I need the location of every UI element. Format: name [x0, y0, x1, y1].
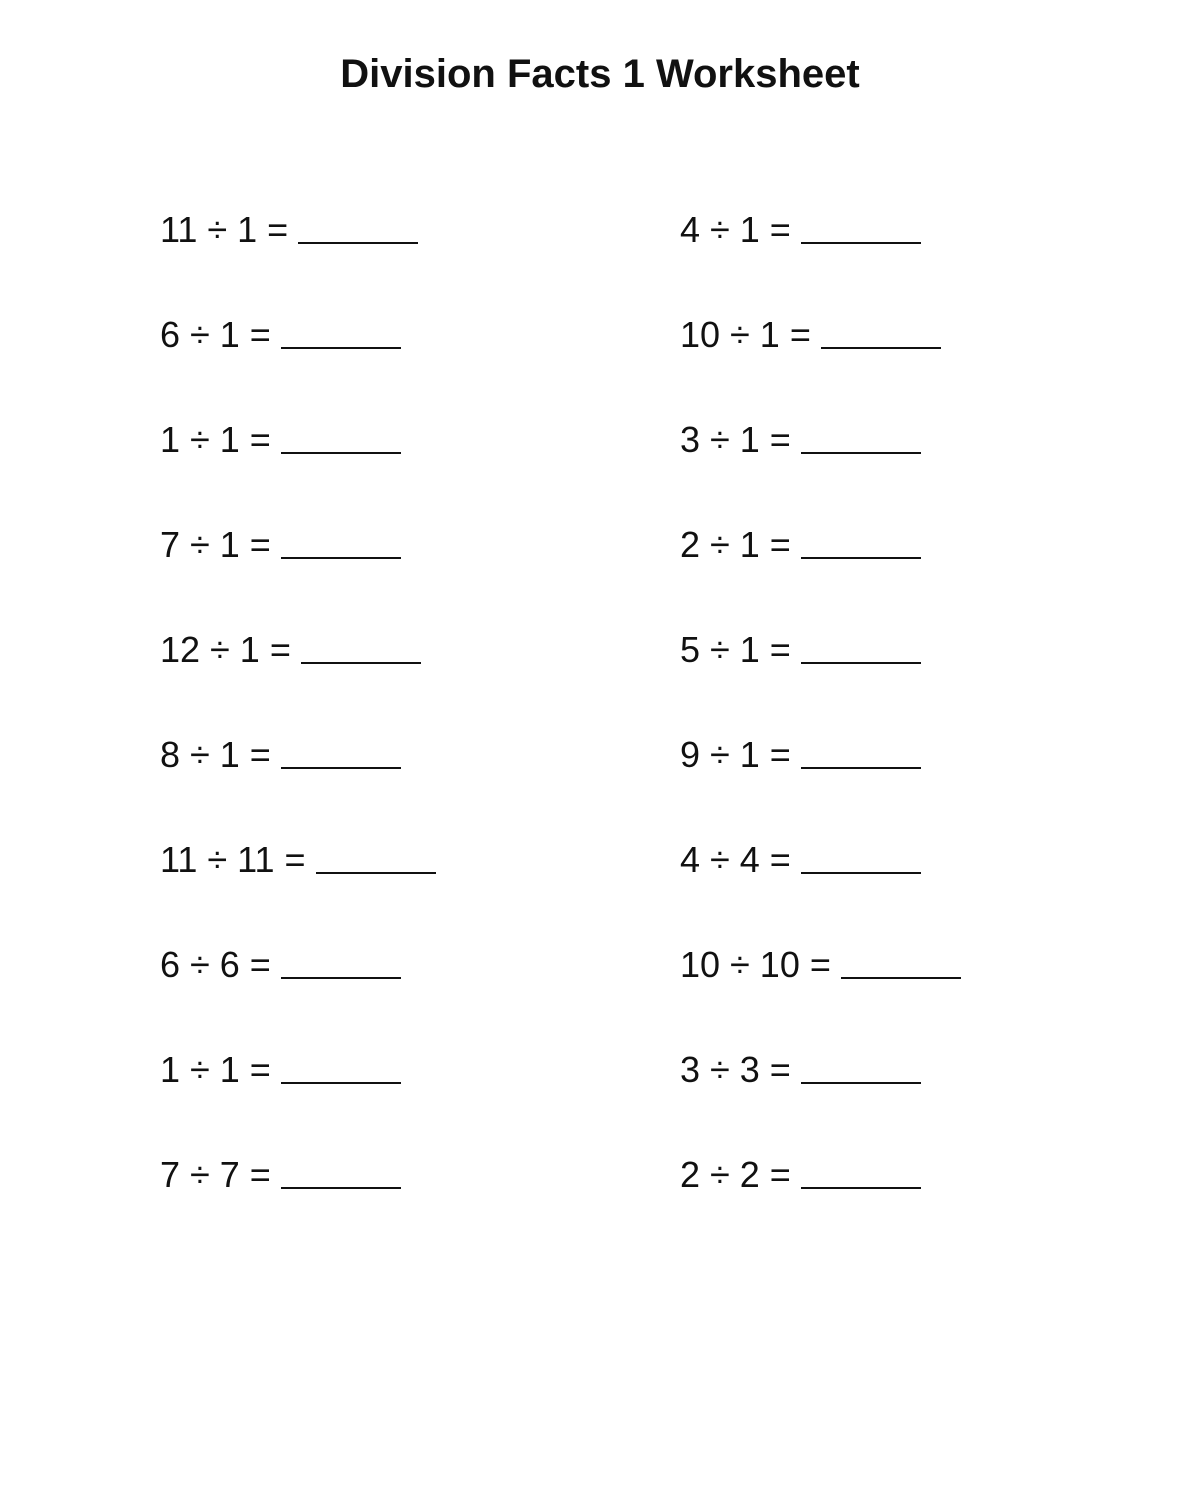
answer-blank[interactable] — [801, 525, 921, 559]
problem-item — [680, 523, 1120, 628]
problem-item — [680, 313, 1120, 418]
problem-item — [160, 1153, 600, 1258]
problem-text: 11 ÷ 11 = — [160, 839, 306, 880]
problem-text: 11 ÷ 1 = — [160, 209, 289, 250]
answer-blank[interactable] — [801, 420, 921, 454]
answer-blank[interactable] — [281, 420, 401, 454]
problem-text: 8 ÷ 1 = — [160, 734, 271, 775]
answer-blank[interactable] — [281, 945, 401, 979]
problem-item — [680, 1153, 1120, 1258]
problem-item — [160, 838, 600, 943]
problem-text: 6 ÷ 1 = — [160, 314, 271, 355]
page-title: Division Facts 1 Worksheet — [340, 52, 860, 96]
problem-text: 1 ÷ 1 = — [160, 1049, 271, 1090]
problem-text: 5 ÷ 1 = — [680, 629, 791, 670]
problem-item — [680, 418, 1120, 523]
answer-blank[interactable] — [841, 945, 961, 979]
answer-blank[interactable] — [281, 735, 401, 769]
problem-item — [680, 943, 1120, 1048]
problem-item — [160, 208, 600, 313]
problem-text: 4 ÷ 1 = — [680, 209, 791, 250]
problem-text: 10 ÷ 10 = — [680, 944, 831, 985]
problem-text: 12 ÷ 1 = — [160, 629, 291, 670]
right-problem-column — [680, 208, 1120, 1258]
problem-text: 2 ÷ 2 = — [680, 1154, 791, 1195]
answer-blank[interactable] — [298, 210, 418, 244]
problem-item — [680, 733, 1120, 838]
answer-blank[interactable] — [281, 315, 401, 349]
problem-item — [680, 628, 1120, 733]
answer-blank[interactable] — [801, 210, 921, 244]
answer-blank[interactable] — [281, 525, 401, 559]
answer-blank[interactable] — [821, 315, 941, 349]
answer-blank[interactable] — [316, 840, 436, 874]
answer-blank[interactable] — [801, 840, 921, 874]
problem-item — [160, 523, 600, 628]
problem-item — [160, 628, 600, 733]
answer-blank[interactable] — [281, 1050, 401, 1084]
left-problem-column — [160, 208, 600, 1258]
problem-text: 2 ÷ 1 = — [680, 524, 791, 565]
answer-blank[interactable] — [801, 1155, 921, 1189]
problem-item — [160, 1048, 600, 1153]
problem-item — [160, 418, 600, 523]
problem-text: 3 ÷ 1 = — [680, 419, 791, 460]
problem-text: 10 ÷ 1 = — [680, 314, 811, 355]
problem-text: 9 ÷ 1 = — [680, 734, 791, 775]
problem-item — [680, 1048, 1120, 1153]
answer-blank[interactable] — [801, 1050, 921, 1084]
problem-item — [680, 208, 1120, 313]
problem-item — [680, 838, 1120, 943]
problem-text: 4 ÷ 4 = — [680, 839, 791, 880]
answer-blank[interactable] — [801, 735, 921, 769]
problem-text: 3 ÷ 3 = — [680, 1049, 791, 1090]
problem-item — [160, 313, 600, 418]
problem-text: 6 ÷ 6 = — [160, 944, 271, 985]
problem-text: 1 ÷ 1 = — [160, 419, 271, 460]
answer-blank[interactable] — [301, 630, 421, 664]
problem-text: 7 ÷ 1 = — [160, 524, 271, 565]
answer-blank[interactable] — [801, 630, 921, 664]
answer-blank[interactable] — [281, 1155, 401, 1189]
problem-text: 7 ÷ 7 = — [160, 1154, 271, 1195]
problem-item — [160, 943, 600, 1048]
problem-item — [160, 733, 600, 838]
